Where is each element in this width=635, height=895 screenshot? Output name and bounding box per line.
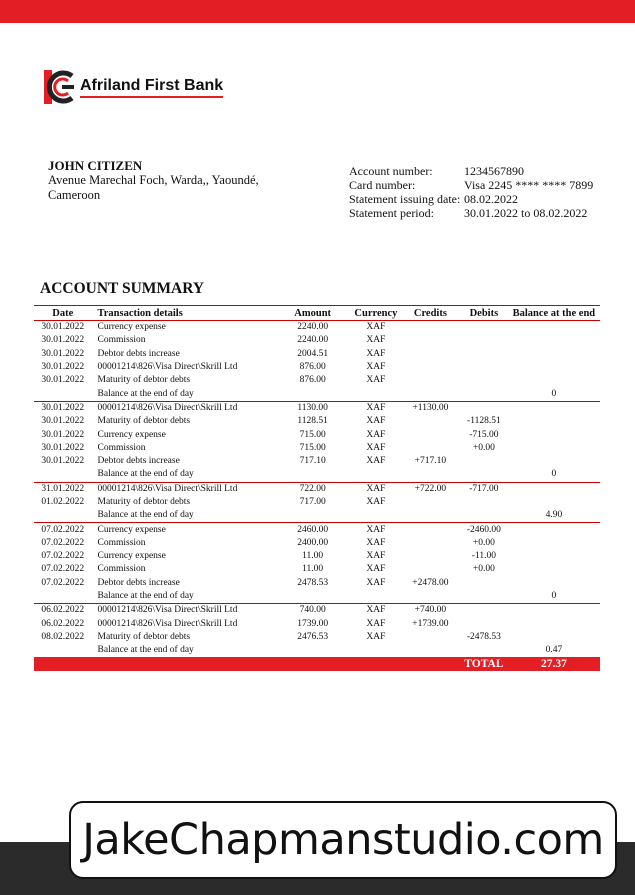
cell-details: Balance at the end of day [97, 645, 194, 656]
cell-details: 00001214\826\Visa Direct\Skrill Ltd [97, 483, 238, 494]
cell-credit [401, 415, 460, 428]
cell-date: 30.01.2022 [41, 348, 85, 359]
transactions-body [34, 321, 600, 658]
cell-amount [274, 387, 351, 401]
table-row [34, 348, 600, 361]
statement-period-label: Statement period: [349, 206, 434, 220]
cell-currency: XAF [366, 322, 386, 333]
cell-debit [460, 468, 508, 482]
cell-amount: 2476.53 [297, 631, 329, 642]
cell-date: 30.01.2022 [41, 402, 85, 413]
header-debits: Debits [460, 306, 508, 321]
table-row [34, 550, 600, 563]
cell-balance [508, 631, 600, 644]
table-row [34, 361, 600, 374]
cell-debit [460, 348, 508, 361]
cell-balance: 0.47 [545, 645, 563, 656]
cell-date: 30.01.2022 [41, 442, 85, 453]
top-red-bar [0, 0, 635, 23]
cell-date: 01.02.2022 [41, 497, 85, 507]
cell-details: Maturity of debtor debts [97, 497, 191, 507]
watermark-banner: JakeChapmanstudio.com [69, 801, 617, 879]
cell-credit [401, 631, 460, 644]
cell-currency: XAF [366, 335, 386, 346]
bank-logo [44, 68, 223, 106]
cell-balance [508, 550, 600, 563]
cell-date: 06.02.2022 [41, 605, 85, 616]
cell-balance [508, 455, 600, 468]
table-row [34, 563, 600, 576]
cell-details: 00001214\826\Visa Direct\Skrill Ltd [97, 618, 238, 629]
table-row [34, 455, 600, 468]
cell-debit: +0.00 [472, 537, 495, 548]
cell-debit [460, 590, 508, 604]
cell-debit [460, 644, 508, 657]
cell-debit: -2478.53 [466, 631, 501, 642]
cell-amount: 740.00 [299, 605, 326, 616]
cell-date: 31.01.2022 [41, 483, 85, 494]
total-value: 27.37 [508, 657, 600, 671]
cell-details: Maturity of debtor debts [97, 631, 191, 642]
cell-balance [508, 604, 600, 618]
cell-details: Commission [97, 564, 146, 575]
cell-currency: XAF [366, 483, 386, 494]
statement-period-value: 30.01.2022 to 08.02.2022 [464, 206, 588, 220]
cell-amount: 717.00 [299, 497, 326, 507]
cell-credit [401, 563, 460, 576]
cell-amount [274, 509, 351, 523]
cell-currency [351, 387, 401, 401]
balance-row [34, 590, 600, 604]
cell-debit: +0.00 [472, 442, 495, 453]
cell-credit [401, 537, 460, 550]
table-row [34, 482, 600, 496]
cell-details: Balance at the end of day [92, 387, 275, 401]
cell-date: 07.02.2022 [41, 551, 85, 562]
cell-debit [460, 374, 508, 387]
cell-details: Commission [97, 335, 146, 346]
cell-credit [401, 468, 460, 482]
cell-date: 30.01.2022 [41, 456, 85, 467]
cell-date: 07.02.2022 [41, 564, 85, 575]
cell-currency: XAF [366, 577, 386, 588]
cell-balance [508, 361, 600, 374]
balance-row [34, 468, 600, 482]
cell-currency: XAF [366, 442, 386, 453]
table-row [34, 442, 600, 455]
cell-currency: XAF [366, 402, 386, 413]
cell-currency: XAF [366, 551, 386, 562]
customer-name: JOHN CITIZEN [48, 158, 143, 173]
cell-date: 08.02.2022 [41, 631, 85, 642]
cell-date [34, 509, 92, 523]
cell-amount: 2240.00 [297, 322, 329, 333]
balance-row [34, 644, 600, 657]
cell-details: Maturity of debtor debts [97, 375, 191, 386]
table-row [34, 618, 600, 631]
cell-balance [508, 415, 600, 428]
cell-amount: 876.00 [299, 362, 326, 373]
cell-credit [401, 428, 460, 441]
cell-details: 00001214\826\Visa Direct\Skrill Ltd [97, 362, 238, 373]
cell-currency: XAF [366, 497, 386, 507]
cell-details: Balance at the end of day [92, 590, 275, 604]
card-number-value: Visa 2245 **** **** 7899 [464, 178, 594, 192]
cell-balance [508, 618, 600, 631]
cell-balance [508, 577, 600, 590]
cell-amount: 715.00 [299, 429, 326, 440]
cell-amount: 717.10 [299, 456, 326, 467]
balance-row [34, 387, 600, 401]
table-row [34, 577, 600, 590]
cell-amount [274, 590, 351, 604]
header-date: Date [34, 306, 92, 321]
cell-debit [460, 361, 508, 374]
cell-amount [274, 468, 351, 482]
cell-date: 07.02.2022 [41, 577, 85, 588]
bank-logo-icon [44, 68, 76, 106]
cell-currency [351, 509, 401, 523]
table-row [34, 537, 600, 550]
cell-currency: XAF [366, 605, 386, 616]
table-row [34, 321, 600, 335]
cell-currency: XAF [366, 362, 386, 373]
cell-details: Commission [97, 442, 146, 453]
cell-date [34, 590, 92, 604]
table-header-row [34, 306, 600, 321]
cell-amount: 1130.00 [297, 402, 328, 413]
cell-credit [401, 334, 460, 347]
cell-balance: 0 [508, 387, 600, 401]
cell-details: Currency expense [97, 524, 166, 535]
cell-currency: XAF [366, 618, 386, 629]
cell-details: Debtor debts increase [97, 456, 180, 467]
cell-currency [351, 590, 401, 604]
cell-currency: XAF [366, 524, 386, 535]
cell-currency: XAF [366, 631, 386, 642]
cell-amount: 2004.51 [297, 348, 329, 359]
bank-name: Afriland First Bank [80, 77, 223, 98]
header-details: Transaction details [92, 306, 275, 321]
account-info [349, 164, 593, 220]
cell-amount: 715.00 [299, 442, 326, 453]
cell-amount: 722.00 [299, 483, 326, 494]
cell-amount: 2240.00 [297, 335, 329, 346]
cell-credit: +722.00 [414, 483, 447, 494]
cell-credit: +2478.00 [412, 577, 449, 588]
cell-credit: +1130.00 [412, 402, 449, 413]
cell-debit [460, 387, 508, 401]
cell-date: 30.01.2022 [41, 335, 85, 346]
cell-debit [460, 604, 508, 618]
account-number-value: 1234567890 [464, 164, 524, 178]
cell-amount: 2460.00 [297, 524, 329, 535]
cell-details: Balance at the end of day [92, 468, 275, 482]
cell-debit: -715.00 [469, 429, 499, 440]
table-row [34, 604, 600, 618]
account-number-row [349, 164, 593, 178]
cell-currency [351, 644, 401, 657]
cell-details: Maturity of debtor debts [97, 416, 191, 427]
cell-details: Debtor debts increase [97, 348, 180, 359]
cell-debit: +0.00 [472, 564, 495, 575]
cell-credit: +717.10 [414, 456, 447, 467]
cell-amount: 2400.00 [297, 537, 329, 548]
cell-amount: 11.00 [302, 551, 324, 562]
cell-balance [508, 523, 600, 537]
cell-currency: XAF [366, 416, 386, 427]
header-credits: Credits [401, 306, 460, 321]
cell-credit [401, 523, 460, 537]
cell-balance [508, 496, 600, 509]
cell-date [34, 644, 92, 657]
cell-balance [508, 482, 600, 496]
cell-date [34, 468, 92, 482]
cell-credit [401, 644, 460, 657]
cell-credit [401, 348, 460, 361]
cell-debit [460, 321, 508, 335]
cell-balance [508, 563, 600, 576]
cell-balance [508, 442, 600, 455]
cell-amount: 2478.53 [297, 577, 329, 588]
cell-date: 30.01.2022 [41, 322, 85, 333]
account-number-label: Account number: [349, 164, 433, 178]
cell-amount [274, 644, 351, 657]
cell-credit [401, 509, 460, 523]
cell-credit [401, 374, 460, 387]
issue-date-row [349, 192, 593, 206]
cell-currency [351, 468, 401, 482]
cell-balance: 4.90 [508, 509, 600, 523]
customer-address-line1: Avenue Marechal Foch, Warda,, Yaoundé, [48, 173, 259, 187]
issue-date-label: Statement issuing date: [349, 192, 461, 206]
cell-credit: +740.00 [414, 605, 447, 616]
cell-details: Commission [97, 537, 146, 548]
table-row [34, 496, 600, 509]
cell-currency: XAF [366, 456, 386, 467]
cell-debit [460, 618, 508, 631]
cell-debit [460, 401, 508, 415]
cell-credit [401, 590, 460, 604]
cell-details: Currency expense [97, 551, 166, 562]
issue-date-value: 08.02.2022 [464, 192, 518, 206]
total-row [34, 657, 600, 671]
cell-credit [401, 442, 460, 455]
account-summary-title: ACCOUNT SUMMARY [40, 280, 205, 297]
cell-credit: +1739.00 [412, 618, 449, 629]
cell-amount: 876.00 [299, 375, 326, 386]
customer-address-line2: Cameroon [48, 188, 101, 202]
cell-amount: 1739.00 [297, 618, 329, 629]
cell-date: 07.02.2022 [41, 537, 85, 548]
cell-debit [460, 455, 508, 468]
cell-currency: XAF [366, 348, 386, 359]
cell-balance [508, 428, 600, 441]
table-row [34, 523, 600, 537]
cell-details: Debtor debts increase [97, 577, 180, 588]
cell-credit [401, 550, 460, 563]
transactions-table [34, 305, 600, 671]
cell-balance: 0 [508, 590, 600, 604]
cell-credit [401, 321, 460, 335]
cell-debit: -717.00 [469, 483, 499, 494]
cell-details: Currency expense [97, 322, 166, 333]
cell-currency: XAF [366, 429, 386, 440]
cell-date: 30.01.2022 [41, 362, 85, 373]
table-row [34, 428, 600, 441]
table-row [34, 415, 600, 428]
cell-date: 30.01.2022 [41, 416, 85, 427]
cell-debit [460, 577, 508, 590]
card-number-row [349, 178, 593, 192]
cell-details: 00001214\826\Visa Direct\Skrill Ltd [97, 605, 238, 616]
cell-currency: XAF [366, 564, 386, 575]
customer-block [48, 158, 259, 203]
cell-date: 30.01.2022 [41, 429, 85, 440]
table-row [34, 334, 600, 347]
cell-balance [508, 334, 600, 347]
cell-debit: -2460.00 [466, 524, 501, 535]
cell-date: 06.02.2022 [41, 618, 85, 629]
statement-period-row [349, 206, 593, 220]
cell-balance [508, 401, 600, 415]
table-row [34, 401, 600, 415]
cell-balance [508, 321, 600, 335]
cell-credit [401, 387, 460, 401]
cell-amount: 1128.51 [297, 416, 328, 427]
cell-debit [460, 496, 508, 509]
cell-date [34, 387, 92, 401]
cell-balance [508, 374, 600, 387]
cell-date: 30.01.2022 [41, 375, 85, 386]
cell-currency: XAF [366, 537, 386, 548]
cell-balance [508, 537, 600, 550]
cell-debit [460, 509, 508, 523]
cell-debit: -11.00 [471, 551, 496, 562]
cell-details: 00001214\826\Visa Direct\Skrill Ltd [97, 402, 238, 413]
card-number-label: Card number: [349, 178, 416, 192]
cell-credit [401, 496, 460, 509]
cell-amount: 11.00 [302, 564, 324, 575]
cell-credit [401, 361, 460, 374]
cell-debit: -1128.51 [467, 416, 501, 427]
cell-balance [508, 348, 600, 361]
cell-debit [460, 334, 508, 347]
cell-currency: XAF [366, 375, 386, 386]
cell-date: 07.02.2022 [41, 524, 85, 535]
cell-details: Balance at the end of day [92, 509, 275, 523]
table-row [34, 374, 600, 387]
header-amount: Amount [274, 306, 351, 321]
total-label: TOTAL [460, 657, 508, 671]
header-balance: Balance at the end [508, 306, 600, 321]
header-currency: Currency [351, 306, 401, 321]
cell-details: Currency expense [97, 429, 166, 440]
cell-balance: 0 [508, 468, 600, 482]
table-row [34, 631, 600, 644]
balance-row [34, 509, 600, 523]
